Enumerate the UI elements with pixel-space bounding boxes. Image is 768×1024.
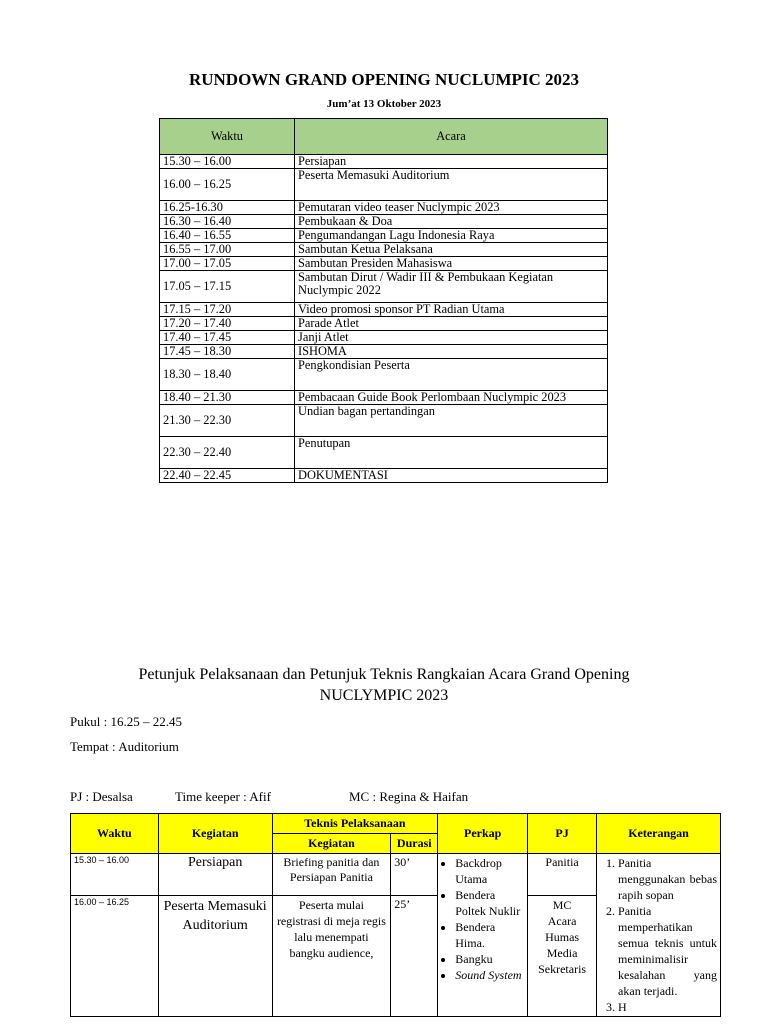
- jk-row2-waktu: 16.00 – 16.25: [71, 896, 159, 1017]
- rundown-waktu: 17.40 – 17.45: [160, 331, 295, 345]
- rundown-row: [160, 359, 608, 391]
- rundown-row: [160, 391, 608, 405]
- rundown-row: [160, 257, 608, 271]
- juklak-heading-line1: Petunjuk Pelaksanaan dan Petunjuk Teknis Rangkaian Acara Grand Opening: [138, 666, 630, 683]
- rundown-acara: Pemutaran video teaser Nuclympic 2023: [295, 201, 608, 215]
- rundown-acara: Pengkondisian Peserta: [295, 359, 608, 391]
- rundown-waktu: 16.55 – 17.00: [160, 243, 295, 257]
- rundown-acara: ISHOMA: [295, 345, 608, 359]
- jk-header-pj: PJ: [528, 814, 597, 854]
- time-keeper-text: Time keeper : Afif: [175, 789, 271, 804]
- rundown-acara: Video promosi sponsor PT Radian Utama: [295, 303, 608, 317]
- rundown-date: Jum’at 13 Oktober 2023: [326, 98, 442, 110]
- rundown-row: [160, 345, 608, 359]
- row2-pj-line: Acara: [547, 914, 577, 929]
- jk-row2-durasi: 25’: [391, 896, 438, 1017]
- rundown-acara: DOKUMENTASI: [295, 469, 608, 483]
- rundown-acara: Parade Atlet: [295, 317, 608, 331]
- rundown-row: [160, 317, 608, 331]
- rundown-row: [160, 437, 608, 469]
- jk-row1-kegiatan: Persiapan: [158, 854, 272, 896]
- rundown-row: [160, 469, 608, 483]
- keterangan-list: [600, 855, 717, 1015]
- jk-row1-waktu: 15.30 – 16.00: [71, 854, 159, 896]
- jk-header-teknis: Teknis Pelaksanaan: [272, 814, 438, 834]
- mc-text: MC : Regina & Haifan: [349, 789, 469, 804]
- rundown-acara: Persiapan: [295, 155, 608, 169]
- rundown-waktu: 15.30 – 16.00: [160, 155, 295, 169]
- rundown-waktu: 17.20 – 17.40: [160, 317, 295, 331]
- rundown-acara: Undian bagan pertandingan: [295, 405, 608, 437]
- rundown-acara: Sambutan Presiden Mahasiswa: [295, 257, 608, 271]
- jk-row1-teknis: Briefing panitia dan Persiapan Panitia: [272, 854, 391, 896]
- perkap-item: • Sound System: [455, 967, 524, 983]
- jk-header-durasi: Durasi: [391, 834, 438, 854]
- row2-pj-line: Media: [546, 946, 578, 961]
- jk-header-waktu: Waktu: [71, 814, 159, 854]
- rundown-acara: Pembukaan & Doa: [295, 215, 608, 229]
- rundown-row: [160, 331, 608, 345]
- keterangan-item: 3. H: [618, 999, 717, 1015]
- rundown-waktu: 16.00 – 16.25: [160, 169, 295, 201]
- perkap-list: [441, 855, 524, 983]
- jk-header-perkap: Perkap: [438, 814, 528, 854]
- keterangan-item: 2. Panitia memperhatikan semua teknis untuk meminimalisir kesalahan yang akan terjadi.: [618, 903, 717, 999]
- rundown-row: [160, 229, 608, 243]
- rundown-acara: Pengumandangan Lagu Indonesia Raya: [295, 229, 608, 243]
- rundown-title: RUNDOWN GRAND OPENING NUCLUMPIC 2023: [188, 70, 580, 89]
- pj-text: PJ : Desalsa: [70, 789, 133, 804]
- rundown-row: [160, 215, 608, 229]
- row2-pj-line: Sekretaris: [538, 962, 587, 977]
- rundown-acara: Sambutan Ketua Pelaksana: [295, 243, 608, 257]
- rundown-waktu: 22.30 – 22.40: [160, 437, 295, 469]
- rundown-waktu: 16.25-16.30: [160, 201, 295, 215]
- jk-header-keterangan: Keterangan: [597, 814, 721, 854]
- rundown-waktu: 16.40 – 16.55: [160, 229, 295, 243]
- perkap-item: • Bendera Hima.: [455, 919, 524, 951]
- juklak-heading: [0, 664, 768, 706]
- rundown-table: [159, 118, 608, 483]
- juklak-table: [70, 813, 721, 1017]
- perkap-item: • Bangku: [455, 951, 524, 967]
- rundown-waktu: 17.15 – 17.20: [160, 303, 295, 317]
- rundown-acara: Sambutan Dirut / Wadir III & Pembukaan Kegiatan Nuclympic 2022: [295, 271, 608, 303]
- rundown-waktu: 16.30 – 16.40: [160, 215, 295, 229]
- rundown-acara: Penutupan: [295, 437, 608, 469]
- jk-row2-kegiatan: Peserta Memasuki Auditorium: [158, 896, 272, 1017]
- rundown-waktu: 18.40 – 21.30: [160, 391, 295, 405]
- jk-row1-pj: Panitia: [528, 854, 597, 896]
- rundown-row: [160, 271, 608, 303]
- rundown-waktu: 17.00 – 17.05: [160, 257, 295, 271]
- rundown-row: [160, 155, 608, 169]
- rundown-waktu: 21.30 – 22.30: [160, 405, 295, 437]
- rundown-row: [160, 303, 608, 317]
- rundown-acara: Janji Atlet: [295, 331, 608, 345]
- jk-header-kegiatan: Kegiatan: [158, 814, 272, 854]
- jk-keterangan-cell: [597, 854, 721, 1017]
- rundown-acara: Pembacaan Guide Book Perlombaan Nuclympic 2023: [295, 391, 608, 405]
- jk-perkap-cell: [438, 854, 528, 1017]
- jk-row2-pj: [528, 896, 597, 1017]
- rundown-row: [160, 405, 608, 437]
- rundown-waktu: 22.40 – 22.45: [160, 469, 295, 483]
- perkap-item: • Backdrop Utama: [455, 855, 524, 887]
- rundown-waktu: 17.05 – 17.15: [160, 271, 295, 303]
- rundown-row: [160, 201, 608, 215]
- header-waktu: Waktu: [160, 119, 295, 155]
- jk-row1-durasi: 30’: [391, 854, 438, 896]
- juklak-heading-line2: NUCLYMPIC 2023: [319, 687, 449, 704]
- keterangan-item: 1. Panitia menggunakan bebas rapih sopan: [618, 855, 717, 903]
- perkap-item: • Bendera Poltek Nuklir: [455, 887, 524, 919]
- header-acara: Acara: [295, 119, 608, 155]
- rundown-waktu: 18.30 – 18.40: [160, 359, 295, 391]
- rundown-row: [160, 243, 608, 257]
- rundown-acara: Peserta Memasuki Auditorium: [295, 169, 608, 201]
- jk-row2-teknis: Peserta mulai registrasi di meja regis lalu menempati bangku audience,: [272, 896, 391, 1017]
- jk-header-teknis-kegiatan: Kegiatan: [272, 834, 391, 854]
- rundown-waktu: 17.45 – 18.30: [160, 345, 295, 359]
- tempat-text: Tempat : Auditorium: [70, 739, 179, 754]
- rundown-row: [160, 169, 608, 201]
- pukul-text: Pukul : 16.25 – 22.45: [70, 714, 182, 729]
- row2-pj-line: Humas: [545, 930, 580, 945]
- row2-pj-line: MC: [552, 898, 572, 913]
